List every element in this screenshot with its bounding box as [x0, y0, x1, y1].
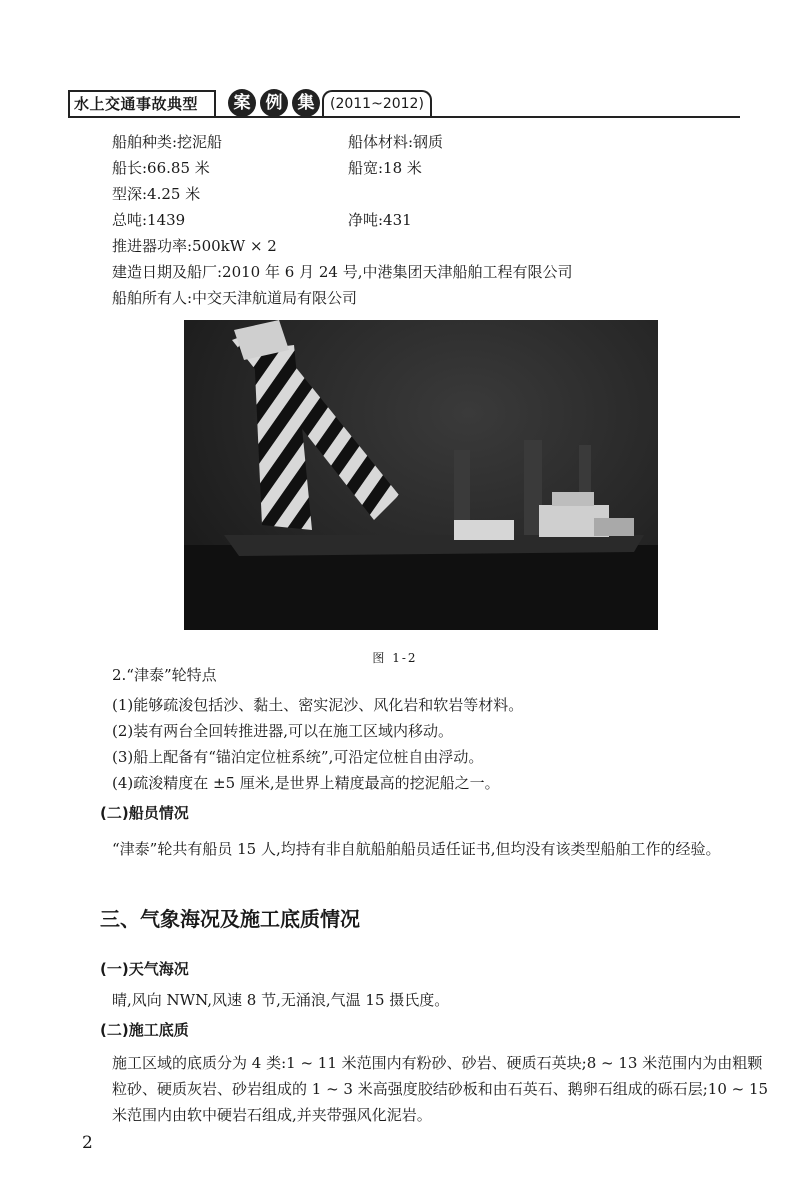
- crew-paragraph: “津泰”轮共有船员 15 人,均持有非自航船舶船员适任证书,但均没有该类型船舶工作的经验。: [112, 840, 721, 858]
- spec-depth: 型深:4.25 米: [112, 185, 201, 203]
- section-heading: 三、气象海况及施工底质情况: [100, 907, 360, 931]
- spec-built: 建造日期及船厂:2010 年 6 月 24 号,中港集团天津船舶工程有限公司: [112, 263, 573, 281]
- dredger-photo: [184, 320, 658, 630]
- header-rule: [68, 116, 740, 118]
- feature-item-3: (3)船上配备有“锚泊定位桩系统”,可沿定位桩自由浮动。: [112, 748, 484, 766]
- spec-power: 推进器功率:500kW × 2: [112, 237, 277, 255]
- geology-text: [82, 1050, 772, 1128]
- geology-heading: (二)施工底质: [100, 1021, 189, 1039]
- title-badge-1: 案: [228, 89, 256, 117]
- feature-item-1: (1)能够疏浚包括沙、黏土、密实泥沙、风化岩和软岩等材料。: [112, 696, 524, 714]
- title-badge-2: 例: [260, 89, 288, 117]
- figure-caption: 图 1-2: [372, 651, 418, 665]
- weather-text: 晴,风向 NWN,风速 8 节,无涌浪,气温 15 摄氏度。: [112, 991, 450, 1009]
- features-heading: 2.“津泰”轮特点: [112, 666, 217, 684]
- geology-paragraph: 施工区域的底质分为 4 类:1 ~ 11 米范围内有粉砂、砂岩、硬质石英块;8 ~ 13 米范围内为由粗颗粒砂、硬质灰岩、砂岩组成的 1 ~ 3 米高强度胶结砂板和由石英石、鹅卵石组成的砾石层;10 ~ 15 米范围内由软中硬岩石组成,并夹带强风化泥岩。: [112, 1054, 769, 1124]
- weather-heading: (一)天气海况: [100, 960, 189, 978]
- spec-type: 船舶种类:挖泥船: [112, 133, 223, 151]
- feature-item-2: (2)装有两台全回转推进器,可以在施工区域内移动。: [112, 722, 454, 740]
- spec-net: 净吨:431: [348, 211, 412, 229]
- book-years: (2011~2012): [322, 90, 432, 116]
- crew-heading: (二)船员情况: [100, 804, 189, 822]
- spec-gross: 总吨:1439: [112, 211, 186, 229]
- page-number: 2: [82, 1133, 93, 1153]
- spec-length: 船长:66.85 米: [112, 159, 210, 177]
- spec-hull: 船体材料:钢质: [348, 133, 444, 151]
- spec-owner: 船舶所有人:中交天津航道局有限公司: [112, 289, 358, 307]
- feature-item-4: (4)疏浚精度在 ±5 厘米,是世界上精度最高的挖泥船之一。: [112, 774, 500, 792]
- crew-text: [82, 836, 772, 862]
- book-title: 水上交通事故典型: [68, 90, 216, 116]
- spec-beam: 船宽:18 米: [348, 159, 422, 177]
- title-badge-3: 集: [292, 89, 320, 117]
